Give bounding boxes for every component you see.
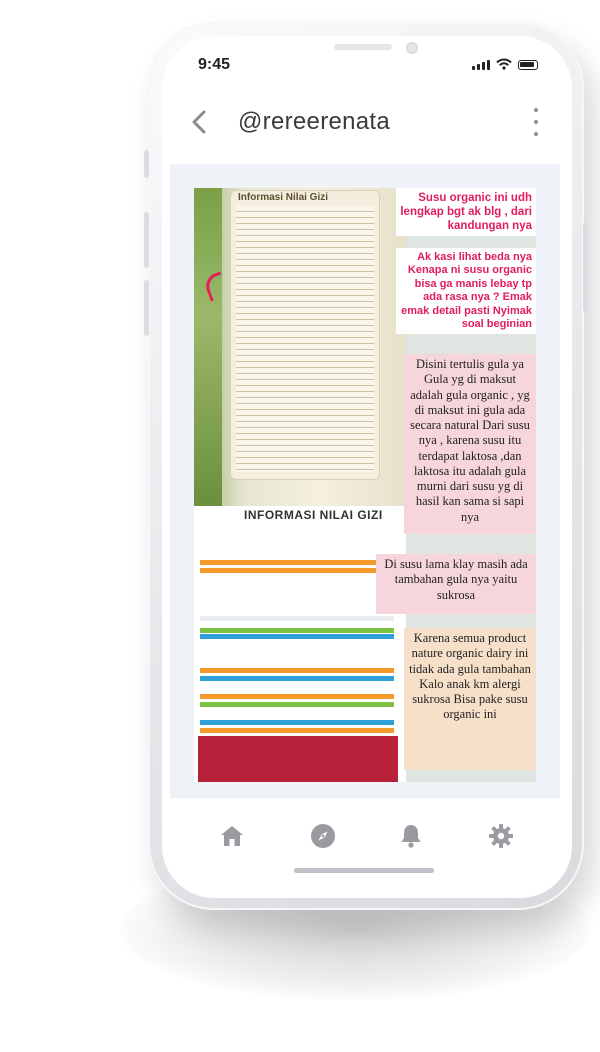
label-band — [200, 728, 394, 733]
phone-screen — [162, 36, 572, 898]
volume-up-button — [144, 212, 149, 268]
caption-1: Susu organic ini udh lengkap bgt ak blg , dari kandungan nya — [396, 188, 536, 236]
label-band — [200, 568, 394, 573]
home-tab[interactable] — [210, 814, 254, 858]
more-options-icon[interactable] — [532, 108, 540, 136]
label-band — [200, 616, 394, 621]
nutrition-label-top-title: Informasi Nilai Gizi — [238, 192, 329, 203]
nutrition-label-bottom-title: INFORMASI NILAI GIZI — [244, 508, 383, 522]
label-band — [200, 720, 394, 725]
username[interactable]: @rereerenata — [238, 108, 391, 135]
nutrition-label-top — [230, 190, 380, 480]
home-icon — [219, 824, 245, 848]
post-header — [162, 98, 572, 148]
product-photo-bottom — [194, 506, 406, 782]
label-band — [200, 676, 394, 681]
label-band — [200, 668, 394, 673]
notifications-tab[interactable] — [389, 814, 433, 858]
package-green-strip — [194, 188, 222, 506]
label-band — [200, 560, 394, 565]
status-icons — [472, 58, 538, 70]
label-band — [200, 634, 394, 639]
mute-switch — [144, 150, 149, 178]
back-arrow-icon[interactable] — [188, 108, 212, 136]
compass-icon — [310, 823, 336, 849]
caption-5: Karena semua product nature organic dairy ini tidak ada gula tambahan Kalo anak km alergi sukrosa Bisa pake susu organic ini — [404, 628, 536, 770]
package-red-panel — [198, 736, 398, 782]
label-band — [200, 702, 394, 707]
signal-icon — [472, 60, 490, 70]
caption-2: Ak kasi lihat beda nya Kenapa ni susu organic bisa ga manis lebay tp ada rasa nya ? Emak emak detail pasti Nyimak soal beginian — [396, 248, 536, 334]
nutrition-label-top-rows — [236, 206, 374, 472]
front-camera — [406, 42, 418, 54]
power-button — [583, 222, 588, 312]
gear-icon — [488, 823, 514, 849]
volume-down-button — [144, 280, 149, 336]
status-time: 9:45 — [198, 56, 231, 73]
wifi-icon — [496, 58, 512, 70]
label-band — [200, 628, 394, 633]
label-band — [200, 694, 394, 699]
bell-icon — [399, 823, 423, 849]
settings-tab[interactable] — [479, 814, 523, 858]
explore-tab[interactable] — [301, 814, 345, 858]
home-indicator[interactable] — [294, 868, 434, 873]
battery-icon — [518, 60, 538, 70]
post-image[interactable] — [194, 188, 536, 782]
caption-3: Disini tertulis gula ya Gula yg di maksut adalah gula organic , yg di maksut ini gula ada secara natural Dari susu nya , karena susu itu terdapat laktosa ,dan laktosa itu adalah gula murni dari susu yg di hasil kan sama si sapi nya — [404, 354, 536, 534]
product-photo-top — [194, 188, 406, 506]
bottom-tab-bar — [162, 814, 572, 862]
speaker-grille — [334, 44, 392, 50]
caption-4: Di susu lama klay masih ada tambahan gula nya yaitu sukrosa — [376, 554, 536, 614]
